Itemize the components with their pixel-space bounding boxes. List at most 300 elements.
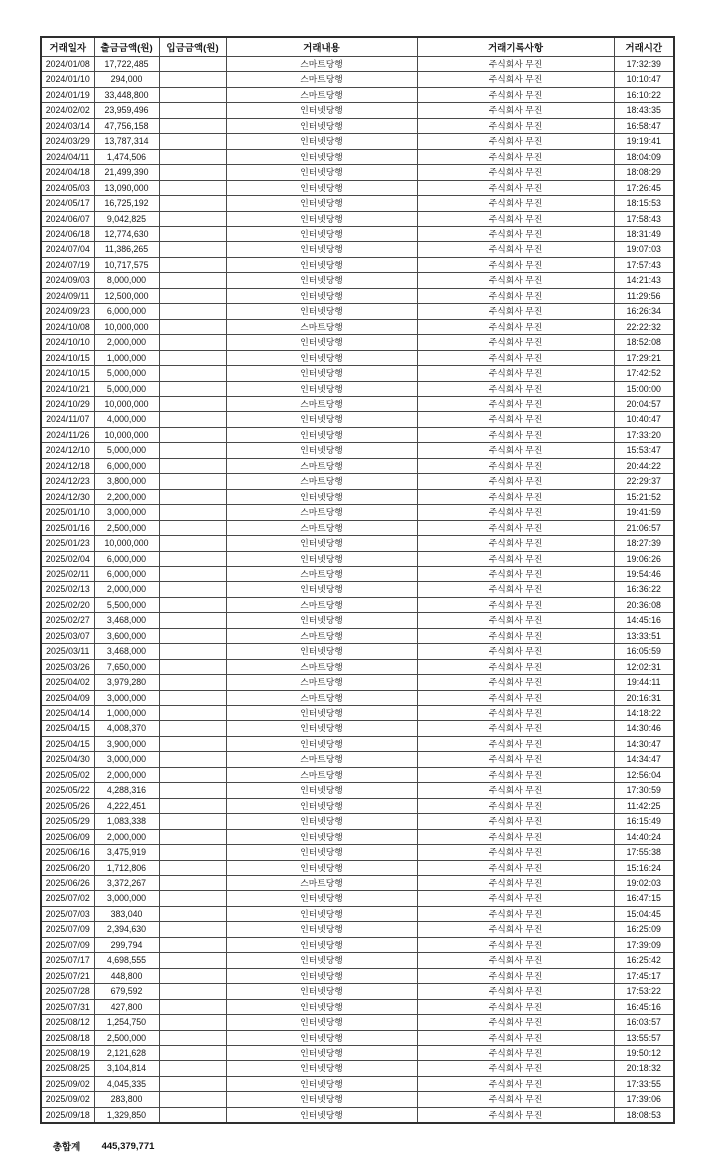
- cell-withdrawal: 2,000,000: [94, 829, 159, 844]
- cell-record: 주식회사 무진: [417, 505, 614, 520]
- cell-deposit: [159, 736, 226, 751]
- cell-description: 인터넷당행: [226, 118, 417, 133]
- cell-withdrawal: 283,800: [94, 1092, 159, 1107]
- cell-deposit: [159, 288, 226, 303]
- cell-deposit: [159, 149, 226, 164]
- cell-deposit: [159, 845, 226, 860]
- cell-date: 2025/02/04: [41, 551, 94, 566]
- cell-date: 2024/05/03: [41, 180, 94, 195]
- cell-record: 주식회사 무진: [417, 1046, 614, 1061]
- cell-record: 주식회사 무진: [417, 319, 614, 334]
- cell-description: 인터넷당행: [226, 906, 417, 921]
- cell-time: 18:27:39: [614, 536, 674, 551]
- table-row: [41, 443, 674, 458]
- cell-deposit: [159, 613, 226, 628]
- table-row: [41, 628, 674, 643]
- cell-record: 주식회사 무진: [417, 149, 614, 164]
- cell-description: 인터넷당행: [226, 968, 417, 983]
- header-row: [41, 37, 674, 57]
- cell-time: 20:04:57: [614, 396, 674, 411]
- table-row: [41, 860, 674, 875]
- table-row: [41, 427, 674, 442]
- cell-deposit: [159, 366, 226, 381]
- cell-description: 인터넷당행: [226, 922, 417, 937]
- cell-record: 주식회사 무진: [417, 57, 614, 72]
- cell-record: 주식회사 무진: [417, 396, 614, 411]
- cell-time: 15:53:47: [614, 443, 674, 458]
- cell-description: 인터넷당행: [226, 937, 417, 952]
- cell-deposit: [159, 474, 226, 489]
- cell-time: 17:53:22: [614, 984, 674, 999]
- cell-record: 주식회사 무진: [417, 226, 614, 241]
- cell-record: 주식회사 무진: [417, 783, 614, 798]
- cell-time: 13:33:51: [614, 628, 674, 643]
- cell-deposit: [159, 721, 226, 736]
- cell-withdrawal: 3,475,919: [94, 845, 159, 860]
- cell-description: 스마트당행: [226, 458, 417, 473]
- cell-record: 주식회사 무진: [417, 999, 614, 1014]
- cell-record: 주식회사 무진: [417, 412, 614, 427]
- cell-time: 14:45:16: [614, 613, 674, 628]
- cell-description: 인터넷당행: [226, 211, 417, 226]
- cell-deposit: [159, 505, 226, 520]
- column-header-description: 거래내용: [226, 37, 417, 57]
- table-row: [41, 644, 674, 659]
- cell-record: 주식회사 무진: [417, 582, 614, 597]
- cell-date: 2024/06/18: [41, 226, 94, 241]
- table-row: [41, 1107, 674, 1123]
- cell-time: 18:52:08: [614, 335, 674, 350]
- cell-date: 2024/12/10: [41, 443, 94, 458]
- cell-description: 인터넷당행: [226, 1107, 417, 1123]
- cell-withdrawal: 2,394,630: [94, 922, 159, 937]
- table-row: [41, 257, 674, 272]
- cell-description: 인터넷당행: [226, 613, 417, 628]
- cell-withdrawal: 1,254,750: [94, 1015, 159, 1030]
- cell-deposit: [159, 1015, 226, 1030]
- cell-description: 인터넷당행: [226, 304, 417, 319]
- cell-withdrawal: 6,000,000: [94, 304, 159, 319]
- cell-deposit: [159, 72, 226, 87]
- cell-time: 16:47:15: [614, 891, 674, 906]
- cell-description: 인터넷당행: [226, 706, 417, 721]
- cell-deposit: [159, 458, 226, 473]
- cell-record: 주식회사 무진: [417, 180, 614, 195]
- cell-date: 2025/07/09: [41, 937, 94, 952]
- cell-description: 인터넷당행: [226, 288, 417, 303]
- cell-time: 14:18:22: [614, 706, 674, 721]
- cell-date: 2025/04/09: [41, 690, 94, 705]
- cell-time: 17:57:43: [614, 257, 674, 272]
- cell-deposit: [159, 319, 226, 334]
- table-row: [41, 1046, 674, 1061]
- cell-description: 인터넷당행: [226, 273, 417, 288]
- cell-record: 주식회사 무진: [417, 366, 614, 381]
- cell-withdrawal: 16,725,192: [94, 196, 159, 211]
- cell-time: 22:22:32: [614, 319, 674, 334]
- cell-description: 인터넷당행: [226, 1076, 417, 1091]
- cell-time: 17:39:09: [614, 937, 674, 952]
- cell-time: 17:32:39: [614, 57, 674, 72]
- cell-time: 16:03:57: [614, 1015, 674, 1030]
- table-row: [41, 505, 674, 520]
- cell-date: 2025/04/14: [41, 706, 94, 721]
- cell-deposit: [159, 257, 226, 272]
- cell-deposit: [159, 242, 226, 257]
- cell-withdrawal: 6,000,000: [94, 551, 159, 566]
- cell-description: 인터넷당행: [226, 180, 417, 195]
- cell-description: 인터넷당행: [226, 257, 417, 272]
- cell-deposit: [159, 1046, 226, 1061]
- table-row: [41, 566, 674, 581]
- table-row: [41, 906, 674, 921]
- cell-record: 주식회사 무진: [417, 690, 614, 705]
- table-row: [41, 999, 674, 1014]
- column-header-record: 거래기록사항: [417, 37, 614, 57]
- cell-date: 2024/01/08: [41, 57, 94, 72]
- cell-date: 2025/01/23: [41, 536, 94, 551]
- table-row: [41, 319, 674, 334]
- cell-date: 2024/11/26: [41, 427, 94, 442]
- table-row: [41, 211, 674, 226]
- cell-deposit: [159, 582, 226, 597]
- cell-deposit: [159, 412, 226, 427]
- table-row: [41, 922, 674, 937]
- cell-withdrawal: 1,000,000: [94, 350, 159, 365]
- cell-date: 2025/09/02: [41, 1092, 94, 1107]
- cell-time: 17:39:06: [614, 1092, 674, 1107]
- cell-time: 18:08:53: [614, 1107, 674, 1123]
- cell-deposit: [159, 489, 226, 504]
- cell-deposit: [159, 922, 226, 937]
- cell-deposit: [159, 1107, 226, 1123]
- cell-record: 주식회사 무진: [417, 876, 614, 891]
- cell-date: 2025/06/26: [41, 876, 94, 891]
- table-row: [41, 1092, 674, 1107]
- cell-time: 15:16:24: [614, 860, 674, 875]
- cell-record: 주식회사 무진: [417, 134, 614, 149]
- cell-deposit: [159, 536, 226, 551]
- table-body: [41, 57, 674, 1124]
- cell-time: 14:34:47: [614, 752, 674, 767]
- cell-withdrawal: 427,800: [94, 999, 159, 1014]
- cell-record: 주식회사 무진: [417, 458, 614, 473]
- cell-date: 2025/08/25: [41, 1061, 94, 1076]
- cell-date: 2024/01/10: [41, 72, 94, 87]
- cell-description: 스마트당행: [226, 597, 417, 612]
- cell-withdrawal: 3,600,000: [94, 628, 159, 643]
- cell-withdrawal: 3,900,000: [94, 736, 159, 751]
- cell-deposit: [159, 381, 226, 396]
- cell-time: 19:54:46: [614, 566, 674, 581]
- table-row: [41, 335, 674, 350]
- cell-time: 15:00:00: [614, 381, 674, 396]
- cell-record: 주식회사 무진: [417, 706, 614, 721]
- table-row: [41, 752, 674, 767]
- cell-description: 인터넷당행: [226, 953, 417, 968]
- table-row: [41, 690, 674, 705]
- table-row: [41, 597, 674, 612]
- cell-time: 18:43:35: [614, 103, 674, 118]
- cell-date: 2025/08/12: [41, 1015, 94, 1030]
- cell-record: 주식회사 무진: [417, 381, 614, 396]
- table-row: [41, 118, 674, 133]
- cell-withdrawal: 33,448,800: [94, 87, 159, 102]
- cell-withdrawal: 3,800,000: [94, 474, 159, 489]
- cell-deposit: [159, 566, 226, 581]
- cell-withdrawal: 1,083,338: [94, 814, 159, 829]
- table-row: [41, 767, 674, 782]
- table-row: [41, 57, 674, 72]
- cell-record: 주식회사 무진: [417, 628, 614, 643]
- cell-withdrawal: 4,008,370: [94, 721, 159, 736]
- cell-deposit: [159, 752, 226, 767]
- cell-withdrawal: 7,650,000: [94, 659, 159, 674]
- cell-time: 17:26:45: [614, 180, 674, 195]
- cell-date: 2024/09/11: [41, 288, 94, 303]
- cell-date: 2025/08/18: [41, 1030, 94, 1045]
- cell-record: 주식회사 무진: [417, 242, 614, 257]
- cell-withdrawal: 383,040: [94, 906, 159, 921]
- cell-description: 스마트당행: [226, 767, 417, 782]
- table-row: [41, 103, 674, 118]
- cell-record: 주식회사 무진: [417, 1076, 614, 1091]
- table-row: [41, 196, 674, 211]
- cell-date: 2025/07/28: [41, 984, 94, 999]
- cell-record: 주식회사 무진: [417, 443, 614, 458]
- table-row: [41, 736, 674, 751]
- cell-description: 인터넷당행: [226, 165, 417, 180]
- cell-withdrawal: 2,000,000: [94, 767, 159, 782]
- cell-date: 2024/07/04: [41, 242, 94, 257]
- cell-date: 2025/05/26: [41, 798, 94, 813]
- cell-date: 2025/09/18: [41, 1107, 94, 1123]
- cell-date: 2024/12/23: [41, 474, 94, 489]
- cell-record: 주식회사 무진: [417, 659, 614, 674]
- cell-time: 17:33:20: [614, 427, 674, 442]
- cell-description: 인터넷당행: [226, 381, 417, 396]
- cell-record: 주식회사 무진: [417, 613, 614, 628]
- cell-withdrawal: 448,800: [94, 968, 159, 983]
- cell-time: 18:04:09: [614, 149, 674, 164]
- table-row: [41, 412, 674, 427]
- cell-time: 14:21:43: [614, 273, 674, 288]
- cell-record: 주식회사 무진: [417, 906, 614, 921]
- cell-deposit: [159, 597, 226, 612]
- table-row: [41, 304, 674, 319]
- cell-record: 주식회사 무진: [417, 984, 614, 999]
- cell-withdrawal: 1,329,850: [94, 1107, 159, 1123]
- cell-record: 주식회사 무진: [417, 87, 614, 102]
- cell-date: 2025/01/10: [41, 505, 94, 520]
- cell-record: 주식회사 무진: [417, 1061, 614, 1076]
- cell-description: 스마트당행: [226, 87, 417, 102]
- cell-date: 2025/03/11: [41, 644, 94, 659]
- cell-time: 16:36:22: [614, 582, 674, 597]
- cell-description: 인터넷당행: [226, 1015, 417, 1030]
- table-row: [41, 937, 674, 952]
- cell-deposit: [159, 767, 226, 782]
- cell-time: 16:10:22: [614, 87, 674, 102]
- cell-deposit: [159, 134, 226, 149]
- cell-record: 주식회사 무진: [417, 474, 614, 489]
- table-row: [41, 675, 674, 690]
- cell-withdrawal: 10,000,000: [94, 536, 159, 551]
- cell-date: 2025/02/11: [41, 566, 94, 581]
- table-row: [41, 165, 674, 180]
- column-header-date: 거래일자: [41, 37, 94, 57]
- cell-record: 주식회사 무진: [417, 597, 614, 612]
- cell-description: 스마트당행: [226, 520, 417, 535]
- cell-record: 주식회사 무진: [417, 566, 614, 581]
- cell-deposit: [159, 396, 226, 411]
- cell-deposit: [159, 659, 226, 674]
- cell-record: 주식회사 무진: [417, 118, 614, 133]
- cell-withdrawal: 2,121,628: [94, 1046, 159, 1061]
- cell-record: 주식회사 무진: [417, 288, 614, 303]
- table-row: [41, 273, 674, 288]
- cell-description: 인터넷당행: [226, 427, 417, 442]
- cell-deposit: [159, 690, 226, 705]
- cell-time: 16:58:47: [614, 118, 674, 133]
- cell-time: 10:40:47: [614, 412, 674, 427]
- cell-date: 2024/10/15: [41, 366, 94, 381]
- cell-description: 인터넷당행: [226, 366, 417, 381]
- cell-withdrawal: 3,104,814: [94, 1061, 159, 1076]
- cell-time: 16:25:42: [614, 953, 674, 968]
- cell-time: 17:33:55: [614, 1076, 674, 1091]
- table-row: [41, 814, 674, 829]
- cell-time: 19:07:03: [614, 242, 674, 257]
- cell-date: 2024/10/08: [41, 319, 94, 334]
- cell-withdrawal: 4,222,451: [94, 798, 159, 813]
- cell-time: 15:04:45: [614, 906, 674, 921]
- cell-description: 스마트당행: [226, 876, 417, 891]
- grand-total: [40, 1139, 163, 1153]
- cell-deposit: [159, 644, 226, 659]
- cell-withdrawal: 3,468,000: [94, 613, 159, 628]
- cell-time: 16:15:49: [614, 814, 674, 829]
- cell-time: 14:30:46: [614, 721, 674, 736]
- cell-date: 2025/07/02: [41, 891, 94, 906]
- cell-time: 19:19:41: [614, 134, 674, 149]
- table-row: [41, 721, 674, 736]
- cell-description: 인터넷당행: [226, 1030, 417, 1045]
- cell-deposit: [159, 706, 226, 721]
- cell-date: 2025/07/31: [41, 999, 94, 1014]
- cell-withdrawal: 6,000,000: [94, 566, 159, 581]
- cell-description: 스마트당행: [226, 319, 417, 334]
- cell-withdrawal: 5,500,000: [94, 597, 159, 612]
- cell-deposit: [159, 906, 226, 921]
- cell-deposit: [159, 427, 226, 442]
- cell-record: 주식회사 무진: [417, 814, 614, 829]
- cell-description: 인터넷당행: [226, 242, 417, 257]
- cell-date: 2024/07/19: [41, 257, 94, 272]
- cell-description: 인터넷당행: [226, 783, 417, 798]
- cell-date: 2024/04/18: [41, 165, 94, 180]
- cell-description: 인터넷당행: [226, 984, 417, 999]
- cell-date: 2024/05/17: [41, 196, 94, 211]
- cell-deposit: [159, 860, 226, 875]
- cell-description: 스마트당행: [226, 675, 417, 690]
- cell-description: 인터넷당행: [226, 1092, 417, 1107]
- table-row: [41, 1076, 674, 1091]
- cell-description: 인터넷당행: [226, 149, 417, 164]
- grand-total-label: 총합계: [52, 1142, 81, 1153]
- cell-date: 2024/06/07: [41, 211, 94, 226]
- cell-description: 인터넷당행: [226, 1061, 417, 1076]
- cell-withdrawal: 5,000,000: [94, 381, 159, 396]
- cell-deposit: [159, 335, 226, 350]
- cell-date: 2025/04/15: [41, 721, 94, 736]
- cell-date: 2025/03/07: [41, 628, 94, 643]
- cell-withdrawal: 47,756,158: [94, 118, 159, 133]
- cell-record: 주식회사 무진: [417, 891, 614, 906]
- table-row: [41, 134, 674, 149]
- cell-description: 스마트당행: [226, 628, 417, 643]
- cell-record: 주식회사 무진: [417, 489, 614, 504]
- column-header-deposit: 입금금액(원): [159, 37, 226, 57]
- cell-time: 12:02:31: [614, 659, 674, 674]
- cell-deposit: [159, 118, 226, 133]
- cell-withdrawal: 2,500,000: [94, 1030, 159, 1045]
- cell-deposit: [159, 937, 226, 952]
- table-row: [41, 551, 674, 566]
- cell-date: 2025/02/20: [41, 597, 94, 612]
- cell-deposit: [159, 829, 226, 844]
- cell-withdrawal: 10,000,000: [94, 396, 159, 411]
- cell-description: 인터넷당행: [226, 103, 417, 118]
- cell-date: 2024/09/03: [41, 273, 94, 288]
- cell-time: 14:30:47: [614, 736, 674, 751]
- cell-description: 인터넷당행: [226, 891, 417, 906]
- table-row: [41, 829, 674, 844]
- cell-record: 주식회사 무진: [417, 968, 614, 983]
- cell-deposit: [159, 1061, 226, 1076]
- table-row: [41, 180, 674, 195]
- cell-record: 주식회사 무진: [417, 551, 614, 566]
- table-row: [41, 72, 674, 87]
- cell-description: 스마트당행: [226, 57, 417, 72]
- cell-date: 2025/07/03: [41, 906, 94, 921]
- cell-date: 2024/01/19: [41, 87, 94, 102]
- cell-time: 17:29:21: [614, 350, 674, 365]
- cell-withdrawal: 3,372,267: [94, 876, 159, 891]
- cell-description: 스마트당행: [226, 474, 417, 489]
- cell-record: 주식회사 무진: [417, 257, 614, 272]
- cell-description: 스마트당행: [226, 396, 417, 411]
- table-row: [41, 149, 674, 164]
- cell-time: 17:55:38: [614, 845, 674, 860]
- cell-withdrawal: 10,000,000: [94, 427, 159, 442]
- cell-deposit: [159, 57, 226, 72]
- cell-withdrawal: 12,774,630: [94, 226, 159, 241]
- cell-time: 18:15:53: [614, 196, 674, 211]
- cell-record: 주식회사 무진: [417, 350, 614, 365]
- cell-date: 2024/12/18: [41, 458, 94, 473]
- cell-time: 17:58:43: [614, 211, 674, 226]
- cell-time: 19:50:12: [614, 1046, 674, 1061]
- table-row: [41, 520, 674, 535]
- cell-withdrawal: 13,090,000: [94, 180, 159, 195]
- cell-time: 19:02:03: [614, 876, 674, 891]
- cell-record: 주식회사 무진: [417, 1107, 614, 1123]
- cell-withdrawal: 21,499,390: [94, 165, 159, 180]
- cell-time: 19:44:11: [614, 675, 674, 690]
- cell-date: 2024/03/14: [41, 118, 94, 133]
- cell-withdrawal: 17,722,485: [94, 57, 159, 72]
